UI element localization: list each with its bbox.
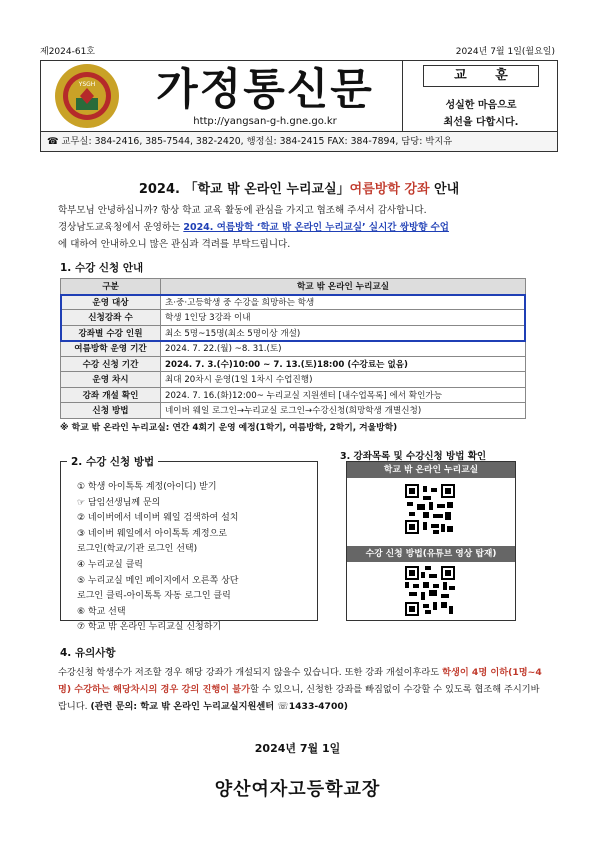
steps-list [61, 462, 317, 636]
table-row [61, 403, 526, 419]
program-note: ※ 학교 밖 온라인 누리교실: 연간 4회기 운영 예정(1학기, 여름방학, 2학기, 겨울방학) [60, 423, 398, 433]
document-number: 제2024-61호 [40, 47, 95, 57]
table-row [61, 356, 526, 372]
intro-line-2: 경상남도교육청에서 운영하는 2024. 여름방학 ‘학교 밖 온라인 누리교실’ 실시간 쌍방향 수업 [58, 222, 449, 233]
list-item: ① 학생 아이톡톡 계정(아이디) 받기 [77, 482, 217, 492]
list-item: ⑤ 누리교실 메인 페이지에서 오른쪽 상단 [77, 575, 239, 586]
table-key-cell: 강좌 개설 확인 [61, 387, 161, 403]
page-title: 가정통신문 [156, 65, 374, 115]
program-highlight: 2024. 여름방학 ‘학교 밖 온라인 누리교실’ 실시간 쌍방향 수업 [183, 222, 449, 233]
precautions-text: 수강신청 학생수가 저조할 경우 해당 강좌가 개설되지 않을수 있습니다. 또한 강좌 개설이후라도 학생이 4명 이하(1명~4명) 수강하는 해당차시의 경우 강의 진행이 불가할 수 있으니, 신청한 강좌를 빠짐없이 수강할 수 있도록 협조해 주시기바랍니다. (관련 문의: 학교 밖 온라인 누리교실지원센터 ☏1433-4700) [58, 667, 542, 712]
table-key-cell: 강좌별 수강 인원 [61, 325, 161, 341]
school-motto [402, 60, 558, 132]
title-block [130, 60, 400, 132]
table-row [61, 387, 526, 403]
footer-date: 2024년 7월 1일 [254, 742, 341, 755]
list-item: 로그인(학교/기관 로그인 선택) [77, 544, 198, 555]
minimum-enrollment-warning: 학생이 4명 이하(1명~4명) 수강하는 해당차시의 경우 강의 진행이 불가 [58, 667, 542, 695]
intro-line-3: 에 대하여 안내하오니 많은 관심과 격려를 부탁드립니다. [58, 239, 291, 250]
intro-line-1: 학부모님 안녕하십니까? 항상 학교 교육 활동에 관심을 가지고 협조해 주셔서 감사합니다. [58, 205, 427, 216]
list-item: ② 네이버에서 네이버 웨일 검색하여 설치 [77, 513, 239, 524]
notice-title: 2024. 「학교 밖 온라인 누리교실」여름방학 강좌 안내 [138, 182, 460, 197]
qr-label-1: 학교 밖 온라인 누리교실 [347, 462, 515, 478]
table-header-cell: 학교 밖 온라인 누리교실 [161, 279, 526, 295]
motto-line-1: 성실한 마음으로 [445, 100, 517, 111]
table-value-cell: 네이버 웨일 로그인→누리교실 로그인→수강신청(희망학생 개별신청) [161, 403, 526, 419]
table-value-cell: 최대 20차시 운영(1일 1차시 수업진행) [161, 372, 526, 388]
table-value-cell: 학생 1인당 3강좌 이내 [161, 310, 526, 326]
qr-code-box [346, 461, 516, 621]
list-item: ③ 네이버 웨일에서 아이톡톡 계정으로 [77, 528, 227, 539]
qr-code-icon[interactable] [405, 566, 455, 616]
table-key-cell: 여름방학 운영 기간 [61, 341, 161, 357]
notice-title-highlight: 여름방학 강좌 [349, 182, 430, 197]
table-value-cell: 2024. 7. 16.(화)12:00~ 누리교실 지원센터 [내수업목록] 에서 확인가능 [161, 387, 526, 403]
table-header-cell: 구분 [61, 279, 161, 295]
section-1-heading: 1. 수강 신청 안내 [60, 262, 144, 274]
table-key-cell: 신청 방법 [61, 403, 161, 419]
table-key-cell: 운영 대상 [61, 294, 161, 310]
motto-line-2: 최선을 다합시다. [443, 117, 519, 128]
list-item: ☞ 담임선생님께 문의 [77, 497, 161, 508]
list-item: 로그인 클릭-아이톡톡 자동 로그인 클릭 [77, 591, 231, 602]
inquiry-contact: (관련 문의: 학교 밖 온라인 누리교실지원센터 ☏1433-4700) [90, 701, 348, 712]
table-row [61, 341, 526, 357]
table-value-cell: 초·중·고등학생 중 수강을 희망하는 학생 [161, 294, 526, 310]
section-3-heading: 3. 강좌목록 및 수강신청 방법 확인 [340, 451, 487, 462]
table-value-cell: 2024. 7. 22.(월) ~8. 31.(토) [161, 341, 526, 357]
table-value-cell: 2024. 7. 3.(수)10:00 ~ 7. 13.(토)18:00 (수강료는 없음) [161, 356, 526, 372]
list-item: ⑦ 학교 밖 온라인 누리교실 신청하기 [77, 622, 222, 633]
section-2-heading: 2. 수강 신청 방법 [67, 454, 158, 469]
qr-label-2: 수강 신청 방법(유튜브 영상 탑재) [347, 546, 515, 562]
highlight-frame [60, 294, 526, 342]
svg-text:YSGH: YSGH [78, 81, 96, 88]
document-date: 2024년 7월 1일(월요일) [455, 47, 555, 57]
school-principal: 양산여자고등학교장 [214, 779, 381, 800]
list-item: ④ 누리교실 클릭 [77, 559, 143, 570]
school-logo [52, 62, 122, 130]
table-value-cell: 최소 5명~15명(최소 5명이상 개설) [161, 325, 526, 341]
table-header-row [61, 279, 526, 295]
list-item: ⑥ 학교 선택 [77, 606, 126, 617]
table-row [61, 372, 526, 388]
table-key-cell: 신청강좌 수 [61, 310, 161, 326]
school-url[interactable]: http://yangsan-g-h.gne.go.kr [193, 116, 337, 127]
table-key-cell: 운영 차시 [61, 372, 161, 388]
qr-code-icon[interactable] [405, 484, 455, 534]
contact-info: ☎ 교무실: 384-2416, 385-7544, 382-2420, 행정실: 384-2415 FAX: 384-7894, 담당: 박지유 [40, 132, 558, 152]
table-key-cell: 수강 신청 기간 [61, 356, 161, 372]
application-steps-box [60, 456, 318, 633]
section-4-heading: 4. 유의사항 [60, 647, 116, 659]
motto-title: 교 훈 [423, 65, 539, 87]
